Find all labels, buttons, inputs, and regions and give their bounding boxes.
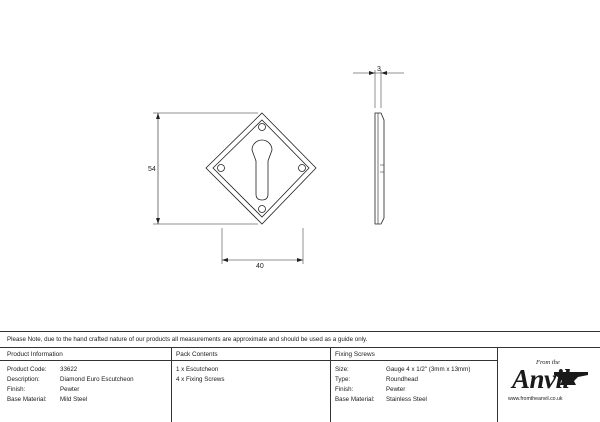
column-divider-2 <box>330 347 331 422</box>
base-material-label: Base Material: <box>7 396 47 403</box>
description-value: Diamond Euro Escutcheon <box>60 376 134 383</box>
table-header-rule <box>0 360 497 361</box>
fixing-screws-heading: Fixing Screws <box>335 351 375 358</box>
thickness-dimension-label: 3 <box>377 66 381 73</box>
screw-hole-bottom <box>259 206 266 213</box>
screw-size-value: Gauge 4 x 1/2" (3mm x 13mm) <box>386 366 471 373</box>
table-top-rule <box>0 347 600 348</box>
product-code-value: 33622 <box>60 366 78 373</box>
screw-finish-label: Finish: <box>335 386 354 393</box>
thickness-arrow-right <box>381 71 387 75</box>
side-profile <box>375 113 384 224</box>
screw-hole-right <box>299 165 306 172</box>
note-top-rule <box>0 331 600 332</box>
screw-hole-top <box>259 124 266 131</box>
height-arrow-bottom <box>156 218 160 224</box>
thickness-arrow-left <box>369 71 375 75</box>
product-information-heading: Product Information <box>7 351 63 358</box>
screw-base-material-label: Base Material: <box>335 396 375 403</box>
pack-contents-heading: Pack Contents <box>176 351 218 358</box>
screw-hole-left <box>218 165 225 172</box>
euro-keyhole <box>252 140 272 200</box>
width-arrow-left <box>222 258 228 262</box>
column-divider-3 <box>497 347 498 422</box>
finish-value: Pewter <box>60 386 80 393</box>
screw-type-label: Type: <box>335 376 351 383</box>
escutcheon-inner-outline <box>213 120 309 217</box>
pack-contents-item: 4 x Fixing Screws <box>176 376 225 383</box>
logo-name: Anvil <box>512 364 570 394</box>
height-arrow-top <box>156 113 160 119</box>
width-arrow-right <box>297 258 303 262</box>
base-material-value: Mild Steel <box>60 396 88 403</box>
escutcheon-outer-outline <box>206 113 316 224</box>
finish-label: Finish: <box>7 386 26 393</box>
screw-size-label: Size: <box>335 366 349 373</box>
screw-finish-value: Pewter <box>386 386 406 393</box>
product-code-label: Product Code: <box>7 366 47 373</box>
logo-url: www.fromtheanvil.co.uk <box>508 396 563 402</box>
screw-base-material-value: Stainless Steel <box>386 396 427 403</box>
column-divider-1 <box>171 347 172 422</box>
logo-from-text: From the <box>536 359 560 366</box>
disclaimer-note: Please Note, due to the hand crafted nature of our products all measurements are approximate and should be used as a guide only. <box>7 336 368 343</box>
description-label: Description: <box>7 376 40 383</box>
pack-contents-item: 1 x Escutcheon <box>176 366 219 373</box>
from-the-anvil-logo <box>508 359 592 409</box>
width-dimension-label: 40 <box>256 263 264 270</box>
height-dimension-label: 54 <box>148 166 156 173</box>
screw-type-value: Roundhead <box>386 376 418 383</box>
